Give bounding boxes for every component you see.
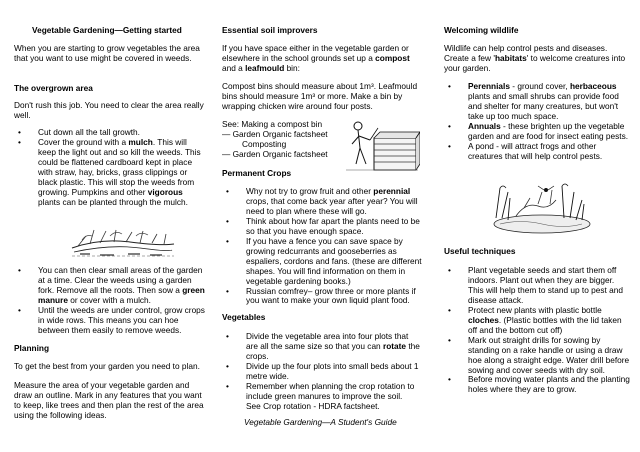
- dont-rush-text: Don't rush this job. You need to clear the area really well.: [14, 100, 204, 120]
- list-item: • Cover the ground with a mulch. This will keep the light out and so kill the weeds. This could be flattened cardboard kept in place with straw, hay, bricks, grass clippings or black plastic. This will stop the weeds from growing. Pumpkins and other vigorous plants can be planted through the mulch.: [14, 138, 206, 208]
- heading-vegetables: Vegetables: [222, 312, 266, 322]
- vegetables-list: [222, 332, 422, 412]
- see-title: See: Making a compost bin: [222, 119, 323, 129]
- list-item: • Perennials - ground cover, herbaceous plants and small shrubs can provide food and shelter for many creatures, but won't take up too much space.: [444, 82, 630, 122]
- list-item: • A pond - will attract frogs and other creatures that will help control pests.: [444, 142, 630, 162]
- list-item: • Annuals - these brighten up the vegetable garden and are food for insect eating pests.: [444, 122, 630, 142]
- footer-guide-title: Vegetable Gardening—A Student's Guide: [244, 417, 397, 427]
- list-item: • Protect new plants with plastic bottle cloches. (Plastic bottles with the lid taken off and the bottom cut off): [444, 306, 630, 336]
- list-item: • Russian comfrey– grow three or more plants if you want to make your own liquid plant food.: [222, 287, 422, 307]
- title-getting-started: Vegetable Gardening—Getting started: [32, 25, 182, 35]
- see-line-3: — Garden Organic factsheet: [222, 148, 328, 159]
- heading-useful-techniques: Useful techniques: [444, 246, 516, 256]
- bins-text: Compost bins should measure about 1m³. Leafmould bins should measure 1m³ or more. Make a bin by wrapping chicken wire around four posts.: [222, 81, 418, 111]
- list-item: • Divide up the four plots into small beds about 1 metre wide.: [222, 362, 422, 382]
- list-item: • You can then clear small areas of the garden at a time. Clear the weeds using a garden fork. Remove all the roots. Then sow a green manure or cover with a mulch.: [14, 266, 206, 306]
- compost-bin-illustration: [344, 118, 420, 174]
- list-item: • Think about how far apart the plants need to be so that you have enough space.: [222, 217, 422, 237]
- pond-wildlife-illustration: [486, 178, 596, 238]
- intro-text: When you are starting to grow vegetables the area that you want to use might be covered in weeds.: [14, 43, 200, 63]
- heading-permanent-crops: Permanent Crops: [222, 168, 292, 178]
- planning-text-1: To get the best from your garden you need to plan.: [14, 361, 200, 371]
- list-item: • Remember when planning the crop rotation to include green manures to improve the soil. See Crop rotation - HDRA factsheet.: [222, 382, 422, 412]
- overgrown-list-top: [14, 128, 206, 208]
- list-item: • Divide the vegetable area into four plots that are all the same size so that you can rotate the crops.: [222, 332, 422, 362]
- mulched-bed-illustration: [70, 218, 176, 260]
- heading-soil-improvers: Essential soil improvers: [222, 25, 318, 35]
- list-item: • Plant vegetable seeds and start them off indoors. Plant out when they are bigger. This will help them to stand up to pest and disease attack.: [444, 266, 630, 306]
- soil-text: If you have space either in the vegetable garden or elsewhere in the school grounds set up a compost and a leafmould bin:: [222, 43, 410, 73]
- list-item: • Mark out straight drills for sowing by standing on a rake handle or using a draw hoe along a straight edge. Water drill before sowing and cover seeds with dry soil.: [444, 336, 630, 376]
- list-item: • Cut down all the tall growth.: [14, 128, 206, 138]
- list-item: • If you have a fence you can save space by growing redcurrants and gooseberries as espaliers, cordons and fans. (these are different shapes. You will find information on them in vegetable gardening books.): [222, 237, 422, 287]
- list-item: • Before moving water plants and the planting holes where they are to grow.: [444, 375, 630, 395]
- heading-overgrown-area: The overgrown area: [14, 83, 93, 93]
- see-line-1: — Garden Organic factsheet: [222, 128, 328, 139]
- permanent-crops-list: [222, 187, 422, 306]
- heading-planning: Planning: [14, 343, 50, 353]
- planning-text-2: Measure the area of your vegetable garden and draw an outline. Mark in any features that you want to keep, like trees and then plan the rest of the area using the following ideas.: [14, 380, 204, 420]
- overgrown-list-bottom: [14, 266, 206, 336]
- list-item: • Why not try to grow fruit and other perennial crops, that come back year after year? You will need to plan where these will go.: [222, 187, 422, 217]
- list-item: • Until the weeds are under control, grow crops in wide rows. This means you can hoe between them easily to remove weeds.: [14, 306, 206, 336]
- see-references: [222, 120, 342, 160]
- heading-welcoming-wildlife: Welcoming wildlife: [444, 25, 519, 35]
- see-line-2: Composting: [242, 138, 287, 149]
- wildlife-list: [444, 82, 630, 162]
- wildlife-text: Wildlife can help control pests and diseases. Create a few 'habitats' to welcome creatures into your garden.: [444, 43, 626, 73]
- techniques-list: [444, 266, 630, 395]
